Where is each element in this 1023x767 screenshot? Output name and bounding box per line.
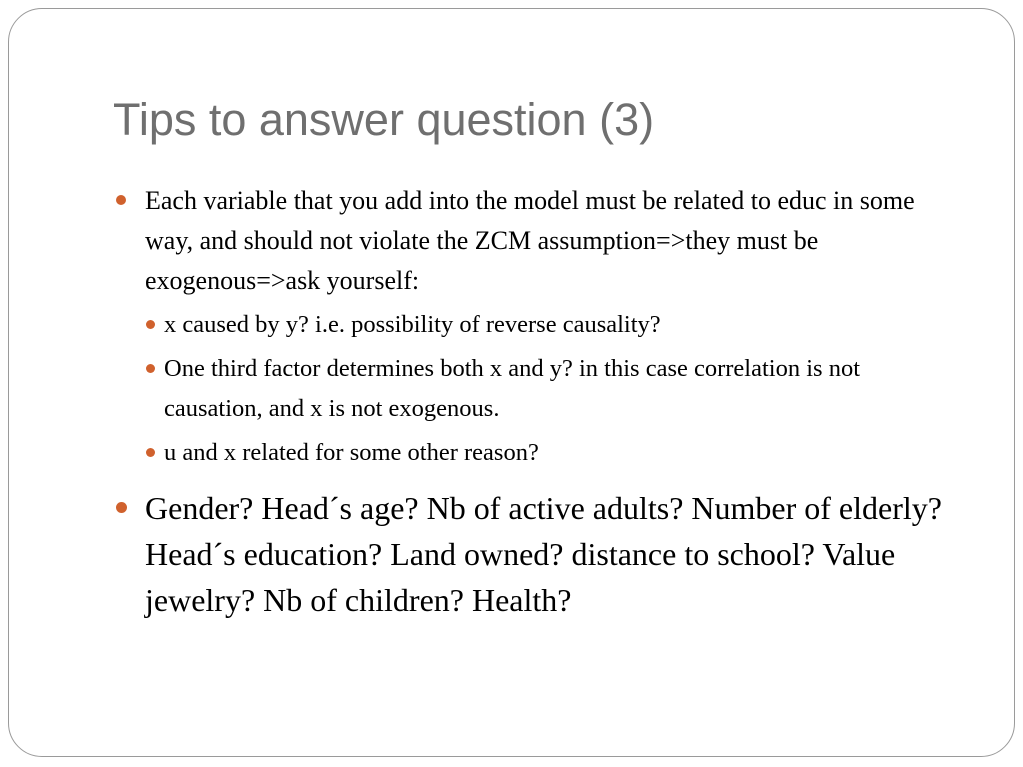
slide-frame xyxy=(8,8,1015,757)
bullet-dot-icon xyxy=(116,502,127,513)
bullet-item-variables xyxy=(113,181,963,301)
sub-bullet-text: u and x related for some other reason? xyxy=(164,439,539,466)
bullet-text: Gender? Head´s age? Nb of active adults? Number of elderly? Head´s education? Land owned? distance to school? Value jewelry? Nb of children? Health? xyxy=(145,490,942,618)
bullet-text: Each variable that you add into the model must be related to educ in some way, and should not violate the ZCM assumption=>they must be exogenous=>ask yourself: xyxy=(145,186,915,295)
bullet-dot-icon xyxy=(116,195,126,205)
slide-body xyxy=(113,181,963,623)
sub-bullet-other-reason xyxy=(144,433,963,473)
sub-bullet-text: x caused by y? i.e. possibility of reverse causality? xyxy=(164,311,661,338)
bullet-dot-icon xyxy=(146,320,155,329)
sub-bullet-text: One third factor determines both x and y? in this case correlation is not causation, and x is not exogenous. xyxy=(164,355,861,422)
bullet-dot-icon xyxy=(146,448,155,457)
bullet-item-candidate-variables xyxy=(113,485,963,623)
sub-bullet-reverse-causality xyxy=(144,305,963,345)
sub-bullet-third-factor xyxy=(144,349,963,429)
slide-title: Tips to answer question (3) xyxy=(113,94,655,145)
bullet-dot-icon xyxy=(146,364,155,373)
